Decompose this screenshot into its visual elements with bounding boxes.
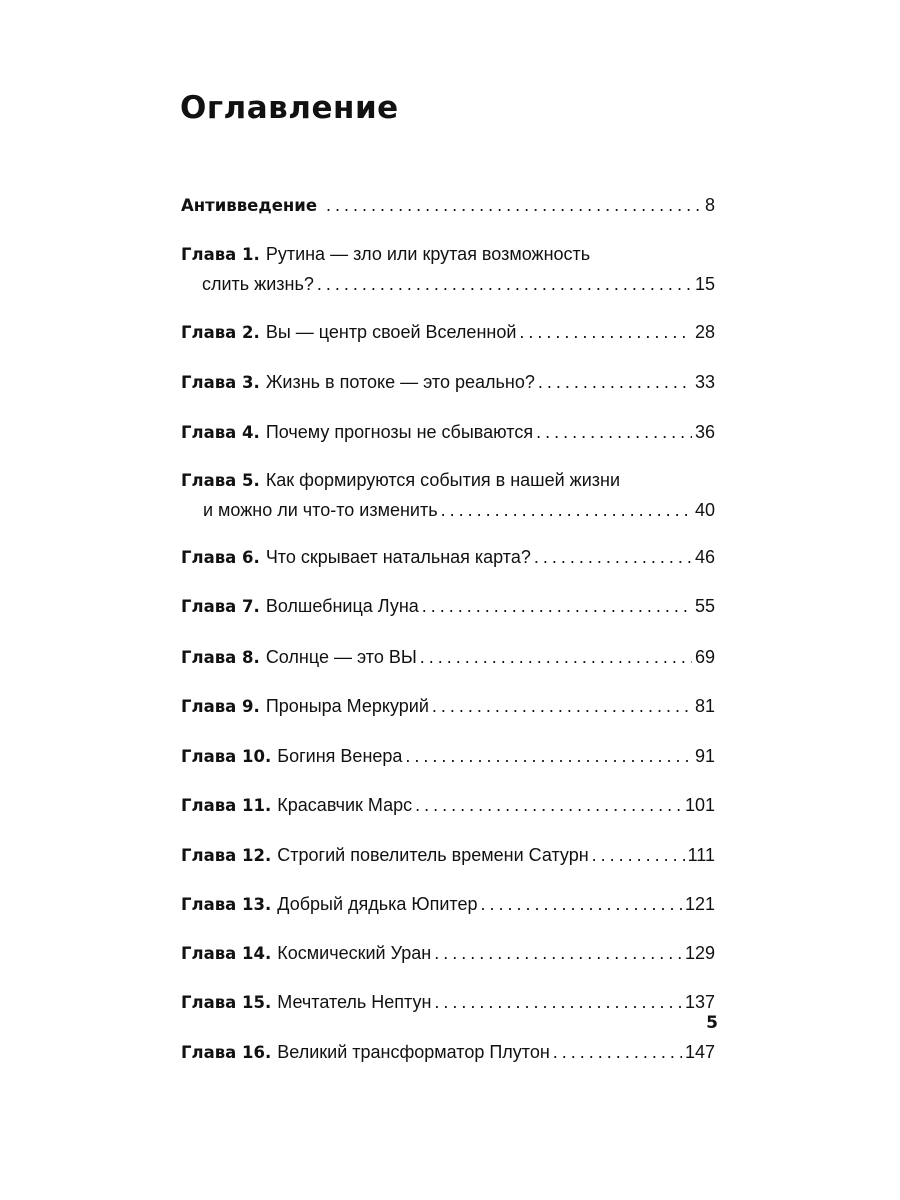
toc-page-number: 28 [694,322,715,342]
dot-leader [422,591,692,621]
toc-entry-chapter-14[interactable] [181,938,715,968]
dot-leader [434,987,682,1017]
dot-leader [432,691,692,721]
toc-page-number: 147 [684,1042,715,1062]
toc-title: Солнце — это ВЫ [265,647,417,667]
toc-page-number: 46 [694,547,715,567]
toc-entry-chapter-2[interactable] [181,317,715,347]
toc-page-number: 55 [694,596,715,616]
toc-label: Глава 6. [181,548,260,567]
dot-leader [592,840,685,870]
toc-label: Глава 12. [181,846,272,865]
toc-entry-chapter-4[interactable] [181,417,715,447]
toc-title-continuation: слить жизнь? [202,274,314,294]
page-number-folio: 5 [706,1013,718,1033]
toc-label: Глава 7. [181,597,260,616]
toc-title: Богиня Венера [277,746,403,766]
toc-page-number: 40 [694,500,715,520]
toc-label: Глава 15. [181,993,272,1012]
toc-entry-chapter-13[interactable] [181,889,715,919]
toc-entry-chapter-5[interactable] [181,465,715,525]
toc-title: Жизнь в потоке — это реально? [265,372,535,392]
toc-entry-chapter-3[interactable] [181,367,715,397]
toc-page-number: 111 [687,845,715,865]
toc-label: Глава 2. [181,323,260,342]
dot-leader [441,495,692,525]
dot-leader [434,938,682,968]
toc-entry-chapter-16[interactable] [181,1037,715,1067]
toc-title: Как формируются события в нашей жизни [265,470,621,490]
dot-leader [536,417,692,447]
toc-page-number: 121 [684,894,715,914]
toc-entry-chapter-6[interactable] [181,542,715,572]
dot-leader [326,190,702,220]
toc-title: Рутина — зло или крутая возможность [265,244,591,264]
toc-label: Глава 11. [181,796,272,815]
toc-title: Мечтатель Нептун [277,992,432,1012]
toc-title: Вы — центр своей Вселенной [265,322,517,342]
toc-page-number: 129 [684,943,715,963]
toc-title: Строгий повелитель времени Сатурн [277,845,589,865]
toc-page-number: 137 [684,992,715,1012]
toc-entry-chapter-9[interactable] [181,691,715,721]
toc-label: Глава 14. [181,944,272,963]
toc-page-number: 81 [694,696,715,716]
toc-title: Добрый дядька Юпитер [277,894,478,914]
dot-leader [538,367,692,397]
toc-label: Глава 9. [181,697,260,716]
toc-label: Глава 3. [181,373,260,392]
dot-leader [553,1037,682,1067]
dot-leader [405,741,692,771]
toc-page-number: 36 [694,422,715,442]
toc-label: Антивведение [181,196,318,215]
toc-title: Почему прогнозы не сбываются [265,422,534,442]
toc-title-continuation: и можно ли что-то изменить [203,500,438,520]
toc-page-number: 91 [694,746,715,766]
toc-label: Глава 8. [181,648,260,667]
toc-entry-chapter-1[interactable] [181,239,715,299]
page-title: Оглавление [180,90,399,126]
toc-entry-chapter-11[interactable] [181,790,715,820]
toc-title: Волшебница Луна [265,596,419,616]
toc-label: Глава 13. [181,895,272,914]
toc-page-number: 15 [694,274,715,294]
toc-page-number: 69 [694,647,715,667]
toc-title: Космический Уран [277,943,432,963]
toc-entry-chapter-8[interactable] [181,642,715,672]
toc-page-number: 33 [694,372,715,392]
toc-label: Глава 1. [181,245,260,264]
dot-leader [534,542,692,572]
toc-label: Глава 5. [181,471,260,490]
toc-label: Глава 4. [181,423,260,442]
toc-page-number: 8 [704,195,715,215]
dot-leader [415,790,682,820]
toc-entry-chapter-10[interactable] [181,741,715,771]
toc-page-number: 101 [684,795,715,815]
toc-entry-chapter-7[interactable] [181,591,715,621]
toc-title: Красавчик Марс [277,795,413,815]
toc-title: Великий трансформатор Плутон [277,1042,550,1062]
dot-leader [317,269,692,299]
toc-entry-chapter-15[interactable] [181,987,715,1017]
toc-label: Глава 16. [181,1043,272,1062]
dot-leader [420,642,692,672]
dot-leader [480,889,681,919]
toc-entry-chapter-12[interactable] [181,840,715,870]
toc-title: Что скрывает натальная карта? [265,547,531,567]
dot-leader [519,317,692,347]
toc-title: Проныра Меркурий [265,696,429,716]
toc-entry-intro[interactable] [181,190,715,220]
toc-label: Глава 10. [181,747,272,766]
